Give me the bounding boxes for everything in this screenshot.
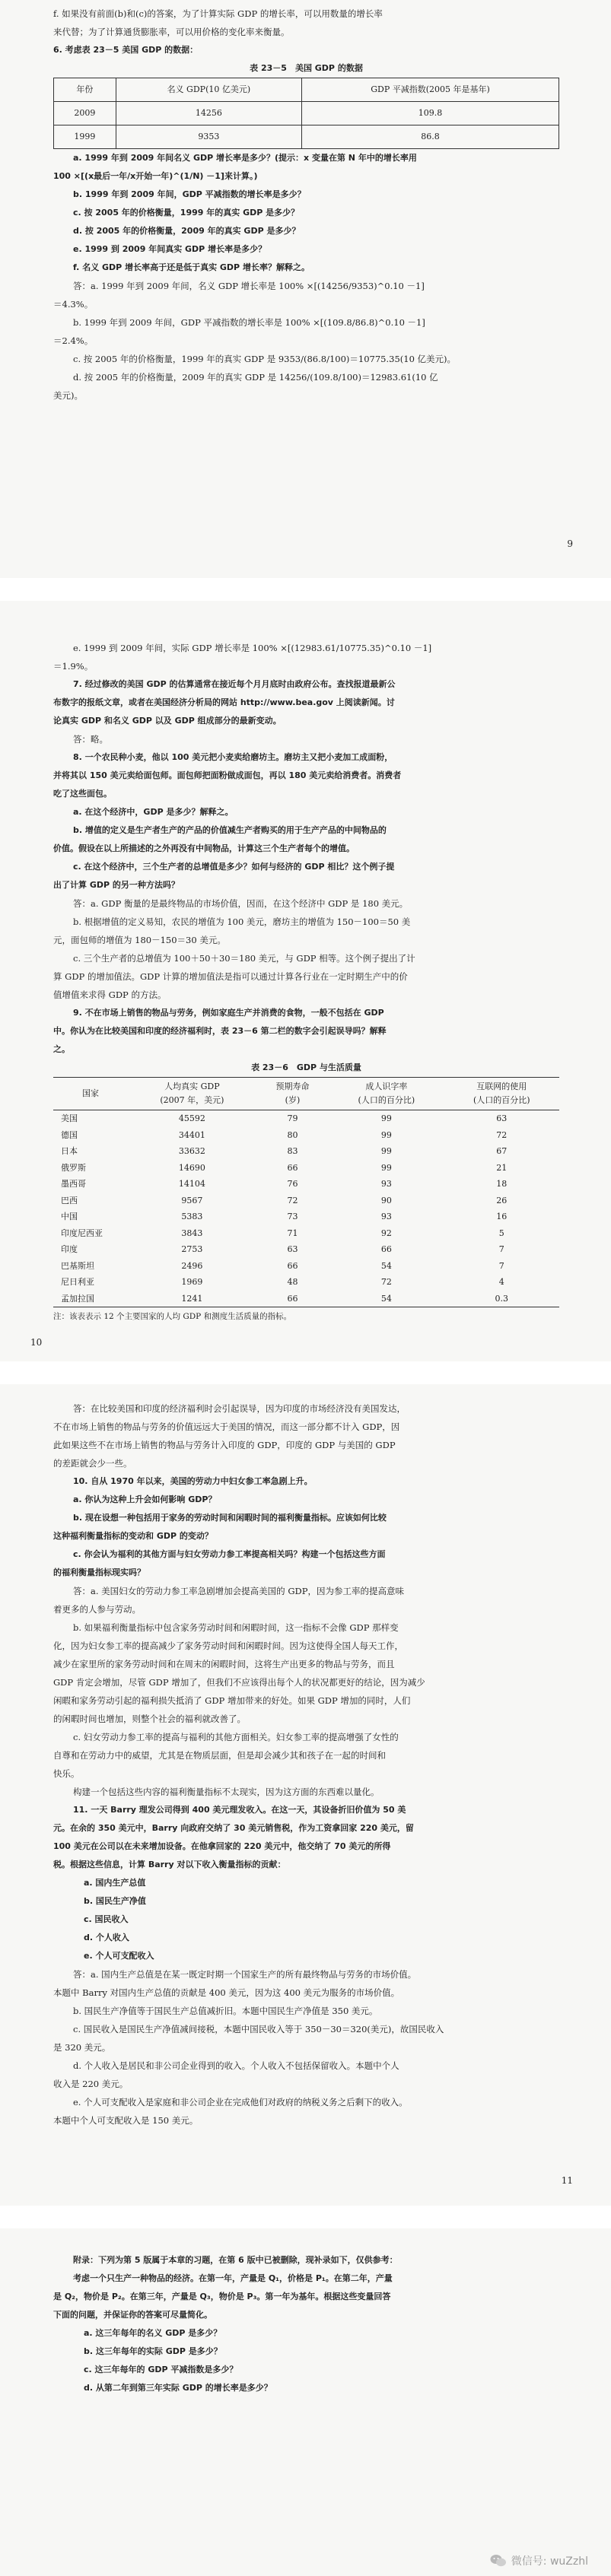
table-cell: 54 bbox=[380, 1260, 392, 1271]
table-cell: 26 bbox=[496, 1195, 508, 1205]
answer-line: 答：在比较美国和印度的经济福利时会引起误导，因为印度的市场经济没有美国发达， bbox=[73, 1403, 406, 1414]
table-cell: 72 bbox=[380, 1277, 392, 1287]
table-header-cell: GDP 平减指数(2005 年是基年) bbox=[302, 78, 559, 102]
question-9: 之。 bbox=[53, 1044, 70, 1054]
table-cell: 99 bbox=[380, 1162, 392, 1173]
table-cell: 99 bbox=[380, 1113, 392, 1123]
answer-line: 本题中 Barry 对国内生产总值的贡献是 400 美元，因为这 400 美元为服务的市场价值。 bbox=[53, 1987, 400, 1998]
question-6: 6. 考虑表 23－5 美国 GDP 的数据： bbox=[53, 45, 199, 55]
question-8-part: 价值。假设在以上所描述的之外再没有中间物品，计算这三个生产者每个的增值。 bbox=[53, 843, 355, 853]
table-header-cell: 年份 bbox=[54, 78, 116, 102]
answer-line: 着更多的人参与劳动。 bbox=[53, 1604, 141, 1615]
table-cell: 德国 bbox=[61, 1129, 78, 1140]
answer-line: 快乐。 bbox=[53, 1768, 80, 1779]
table-cell: 14256 bbox=[116, 102, 301, 125]
question-7: 布数字的报纸文章，或者在美国经济分析局的网站 http://www.bea.gov 上阅读新闻。讨 bbox=[53, 697, 395, 707]
page-3-content bbox=[53, 1399, 559, 2130]
table-cell: 66 bbox=[380, 1244, 392, 1254]
answer-line: 收入是 220 美元。 bbox=[53, 2079, 129, 2089]
table-cell: 72 bbox=[496, 1129, 508, 1140]
table-header-cell: 人均真实 GDP (2007 年，美元) bbox=[128, 1078, 256, 1110]
answer-line: 答：a. 1999 年到 2009 年间，名义 GDP 增长率是 100% ×[(14256/9353)^0.10 －1] bbox=[73, 281, 425, 291]
table-row bbox=[54, 102, 559, 125]
answer-line: b. 如果福利衡量指标中包含家务劳动时间和闲暇时间，这一指标不会像 GDP 那样变 bbox=[73, 1622, 399, 1633]
answer-line: 本题中个人可支配收入是 150 美元。 bbox=[53, 2115, 199, 2126]
appendix-line: 考虑一个只生产一种物品的经济。在第一年，产量是 Q₁，价格是 P₁。在第二年，产量 bbox=[73, 2273, 393, 2283]
question-6b: b. 1999 年到 2009 年间，GDP 平减指数的增长率是多少？ bbox=[73, 189, 306, 199]
answer-line: c. 国民收入是国民生产净值减间接税，本题中国民收入等于 350－30＝320(美元)，故国民收入 bbox=[73, 2024, 444, 2034]
answer-line: d. 个人收入是居民和非公司企业得到的收入。个人收入不包括保留收入。本题中个人 bbox=[73, 2060, 399, 2071]
table-cell: 俄罗斯 bbox=[61, 1162, 86, 1173]
table-cell: 66 bbox=[287, 1162, 298, 1173]
question-11-part: b. 国民生产净值 bbox=[84, 1896, 146, 1906]
question-11-part: e. 个人可支配收入 bbox=[84, 1951, 154, 1961]
intro-line: 来代替；为了计算通货膨胀率，可以用价格的变化率来衡量。 bbox=[53, 27, 290, 37]
answer-line: 自尊和在劳动力中的威望，尤其是在物质层面，但是却会减少其和孩子在一起的时间和 bbox=[53, 1750, 386, 1761]
page-4-content bbox=[53, 2251, 559, 2397]
table-cell: 2009 bbox=[54, 102, 116, 125]
page-3 bbox=[0, 1384, 611, 2206]
question-10: 的福利衡量指标现实吗？ bbox=[53, 1568, 145, 1577]
table-cell: 76 bbox=[287, 1179, 298, 1189]
answer-line: 答：a. 美国妇女的劳动力参工率急剧增加会提高美国的 GDP，因为参工率的提高意味 bbox=[73, 1586, 404, 1596]
table-cell: 93 bbox=[380, 1212, 392, 1221]
table-cell: 中国 bbox=[61, 1212, 78, 1221]
table-cell: 72 bbox=[287, 1195, 298, 1205]
table-cell: 67 bbox=[496, 1146, 508, 1156]
intro-line: f. 如果没有前面(b)和(c)的答案，为了计算实际 GDP 的增长率，可以用数量的增长率 bbox=[53, 8, 383, 19]
table-row bbox=[53, 1160, 559, 1177]
table-cell: 9567 bbox=[181, 1195, 203, 1205]
page-1 bbox=[0, 0, 611, 578]
answer-line: c. 妇女劳动力参工率的提高与福利的其他方面相关。妇女参工率的提高增强了女性的 bbox=[73, 1732, 399, 1742]
appendix-line: 附录：下列为第 5 版属于本章的习题，在第 6 版中已被删除，现补录如下，仅供参考： bbox=[73, 2255, 398, 2265]
table-cell: 73 bbox=[287, 1212, 298, 1221]
question-11-part: d. 个人收入 bbox=[84, 1933, 129, 1942]
question-10: 10. 自从 1970 年以来，美国的劳动力中妇女参工率急剧上升。 bbox=[73, 1476, 313, 1486]
question-6f: f. 名义 GDP 增长率高于还是低于真实 GDP 增长率？解释之。 bbox=[73, 262, 310, 272]
answer-line: 答：略。 bbox=[73, 734, 108, 745]
table-cell: 14104 bbox=[178, 1179, 205, 1189]
table-row bbox=[53, 1258, 559, 1275]
table-cell: 66 bbox=[287, 1293, 298, 1304]
table-23-5 bbox=[53, 78, 559, 149]
answer-line: 美元)。 bbox=[53, 390, 83, 401]
table-cell: 4 bbox=[498, 1277, 504, 1287]
answer-line: b. 根据增值的定义易知，农民的增值为 100 美元，磨坊主的增值为 150－100＝50 美 bbox=[73, 916, 411, 927]
answer-line: 的差距就会少一些。 bbox=[53, 1458, 132, 1469]
answer-line: ＝4.3%。 bbox=[53, 299, 94, 310]
question-11-part: a. 国内生产总值 bbox=[84, 1878, 146, 1888]
table-header-row bbox=[53, 1078, 559, 1110]
table-header-row bbox=[54, 78, 559, 102]
table-cell: 美国 bbox=[61, 1113, 78, 1123]
answer-line: ＝1.9%。 bbox=[53, 661, 94, 672]
table-cell: 7 bbox=[498, 1244, 504, 1254]
question-11: 税。根据这些信息，计算 Barry 对以下收入衡量指标的贡献： bbox=[53, 1860, 286, 1869]
question-8-part: a. 在这个经济中，GDP 是多少？解释之。 bbox=[73, 807, 234, 817]
table-cell: 33632 bbox=[178, 1146, 205, 1156]
answer-line: 值增值来求得 GDP 的方法。 bbox=[53, 989, 167, 1000]
page-4 bbox=[0, 2228, 611, 2576]
table-cell: 9353 bbox=[116, 125, 301, 149]
appendix-question: c. 这三年每年的 GDP 平减指数是多少？ bbox=[84, 2365, 238, 2374]
answer-line: 减少在家里所的家务劳动时间和在周末的闲暇时间，这将生产出更多的物品与劳务，而且 bbox=[53, 1659, 395, 1669]
table-header-cell: 互联网的使用 (人口的百分比) bbox=[444, 1078, 559, 1110]
table-cell: 18 bbox=[496, 1179, 508, 1189]
appendix-line: 下面的问题，并保证你的答案可尽量简化。 bbox=[53, 2310, 212, 2320]
answer-line: 的闲暇时间也增加，则整个社会的福利就改善了。 bbox=[53, 1714, 246, 1724]
question-7: 7. 经过修改的美国 GDP 的估算通常在接近每个月月底时由政府公布。查找报道最新公 bbox=[73, 679, 396, 689]
answer-line: 此如果这些不在市场上销售的物品与劳务计入印度的 GDP，印度的 GDP 与美国的 GDP bbox=[53, 1440, 396, 1450]
page-2 bbox=[0, 601, 611, 1361]
table-row bbox=[53, 1193, 559, 1209]
question-10: b. 现在设想一种包括用于家务的劳动时间和闲暇时间的福利衡量指标。应该如何比较 bbox=[73, 1513, 387, 1523]
table-cell: 54 bbox=[380, 1293, 392, 1304]
table-23-6-body bbox=[53, 1110, 559, 1307]
table-cell: 63 bbox=[496, 1113, 508, 1123]
table-cell: 孟加拉国 bbox=[61, 1293, 94, 1304]
table-row bbox=[53, 1225, 559, 1242]
question-6a-cont: 100 ×[(x最后一年/x开始一年)^(1/N) －1]来计算。) bbox=[53, 171, 258, 181]
answer-line: 算 GDP 的增加值法。GDP 计算的增加值法是指可以通过计算各行业在一定时期生产中的价 bbox=[53, 971, 408, 982]
answer-line: c. 按 2005 年的价格衡量，1999 年的真实 GDP 是 9353/(86.8/100)＝10775.35(10 亿美元)。 bbox=[73, 354, 457, 364]
table-cell: 34401 bbox=[178, 1129, 205, 1140]
table-cell: 86.8 bbox=[302, 125, 559, 149]
page-number: 9 bbox=[567, 538, 573, 549]
answer-line: 不在市场上销售的物品与劳务的价值远远大于美国的情况，而这一部分都不计入 GDP，因 bbox=[53, 1421, 400, 1432]
table-row bbox=[53, 1143, 559, 1160]
answer-line: 构建一个包括这些内容的福利衡量指标不太现实，因为这方面的东西难以量化。 bbox=[73, 1787, 380, 1797]
table-note: 注：该表表示 12 个主要国家的人均 GDP 和测度生活质量的指标。 bbox=[53, 1312, 292, 1321]
page-number: 10 bbox=[30, 1337, 43, 1348]
wechat-watermark bbox=[490, 2553, 588, 2568]
table-cell: 93 bbox=[380, 1179, 392, 1189]
table-cell: 48 bbox=[287, 1277, 298, 1287]
question-6a: a. 1999 年到 2009 年间名义 GDP 增长率是多少？(提示：x 变量在第 N 年中的增长率用 bbox=[73, 153, 417, 163]
table-23-5-caption: 表 23－5 美国 GDP 的数据 bbox=[250, 63, 363, 73]
page-number: 11 bbox=[561, 2175, 573, 2186]
table-cell: 3843 bbox=[181, 1228, 203, 1238]
table-cell: 80 bbox=[287, 1129, 298, 1140]
table-cell: 巴西 bbox=[61, 1195, 78, 1205]
page-2-content bbox=[53, 639, 559, 1326]
question-9: 9. 不在市场上销售的物品与劳务，例如家庭生产并消费的食物，一般不包括在 GDP bbox=[73, 1008, 384, 1018]
wechat-icon bbox=[490, 2554, 507, 2568]
table-header-cell: 名义 GDP(10 亿美元) bbox=[116, 78, 301, 102]
table-cell: 7 bbox=[498, 1260, 504, 1271]
table-row bbox=[53, 1291, 559, 1307]
table-cell: 109.8 bbox=[302, 102, 559, 125]
question-11-part: c. 国民收入 bbox=[84, 1914, 129, 1924]
question-10: a. 你认为这种上升会如何影响 GDP？ bbox=[73, 1494, 217, 1504]
question-8-part: b. 增值的定义是生产者生产的产品的价值减生产者购买的用于生产产品的中间物品的 bbox=[73, 825, 387, 835]
table-cell: 印度 bbox=[61, 1244, 78, 1254]
table-cell: 83 bbox=[287, 1146, 298, 1156]
table-cell: 21 bbox=[496, 1162, 508, 1173]
answer-line: d. 按 2005 年的价格衡量，2009 年的真实 GDP 是 14256/(109.8/100)＝12983.61(10 亿 bbox=[73, 372, 438, 383]
question-9: 中。你认为在比较美国和印度的经济福利时，表 23－6 第二栏的数字会引起误导吗？解释 bbox=[53, 1026, 387, 1036]
table-cell: 5383 bbox=[181, 1212, 203, 1221]
table-row bbox=[53, 1176, 559, 1193]
table-cell: 1241 bbox=[181, 1293, 203, 1304]
table-cell: 14690 bbox=[178, 1162, 205, 1173]
table-row bbox=[53, 1274, 559, 1291]
question-8-part: c. 在这个经济中，三个生产者的总增值是多少？如何与经济的 GDP 相比？这个例子提 bbox=[73, 862, 395, 872]
table-cell: 71 bbox=[287, 1228, 298, 1238]
table-cell: 45592 bbox=[178, 1113, 205, 1123]
table-header-cell: 成人识字率 (人口的百分比) bbox=[329, 1078, 444, 1110]
question-6c: c. 按 2005 年的价格衡量，1999 年的真实 GDP 是多少？ bbox=[73, 208, 300, 218]
appendix-line: 是 Q₂，物价是 P₂。在第三年，产量是 Q₃，物价是 P₃。第一年为基年。根据这些变量回答 bbox=[53, 2292, 391, 2301]
table-cell: 16 bbox=[496, 1212, 508, 1221]
table-cell: 印度尼西亚 bbox=[61, 1228, 103, 1238]
table-cell: 1999 bbox=[54, 125, 116, 149]
question-6e: e. 1999 到 2009 年间真实 GDP 增长率是多少？ bbox=[73, 244, 267, 254]
table-cell: 99 bbox=[380, 1146, 392, 1156]
table-cell: 1969 bbox=[181, 1277, 203, 1287]
appendix-question: a. 这三年每年的名义 GDP 是多少？ bbox=[84, 2328, 222, 2338]
question-8: 8. 一个农民种小麦，他以 100 美元把小麦卖给磨坊主。磨坊主又把小麦加工成面粉， bbox=[73, 752, 393, 762]
question-8-part: 出了计算 GDP 的另一种方法吗？ bbox=[53, 880, 180, 890]
table-row bbox=[54, 125, 559, 149]
answer-line: e. 1999 到 2009 年间，实际 GDP 增长率是 100% ×[(12983.61/10775.35)^0.10 －1] bbox=[73, 643, 432, 653]
answer-line: 化，因为妇女参工率的提高减少了家务劳动时间和闲暇时间。因为这使得全国人每天工作， bbox=[53, 1641, 403, 1651]
table-row bbox=[53, 1241, 559, 1258]
page-1-content bbox=[53, 5, 559, 405]
table-cell: 尼日利亚 bbox=[61, 1277, 94, 1287]
appendix-question: d. 从第二年到第三年实际 GDP 的增长率是多少？ bbox=[84, 2383, 272, 2393]
question-11: 11. 一天 Barry 理发公司得到 400 美元理发收入。在这一天，其设备折旧价值为 50 美 bbox=[73, 1805, 406, 1815]
answer-line: 答：a. GDP 衡量的是最终物品的市场价值，因而，在这个经济中 GDP 是 180 美元。 bbox=[73, 898, 409, 909]
answer-line: 闲暇和家务劳动引起的福利损失抵消了 GDP 增加带来的好处。如果 GDP 增加的同时，人们 bbox=[53, 1695, 411, 1706]
table-23-6 bbox=[53, 1077, 559, 1307]
answer-line: b. 国民生产净值等于国民生产总值减折旧。本题中国民生产净值是 350 美元。 bbox=[73, 2006, 378, 2016]
table-cell: 墨西哥 bbox=[61, 1179, 86, 1189]
table-cell: 79 bbox=[287, 1113, 298, 1123]
table-23-6-caption: 表 23－6 GDP 与生活质量 bbox=[251, 1062, 361, 1072]
question-11: 元。在余的 350 美元中，Barry 向政府交纳了 30 美元销售税，作为工资拿回家 220 美元，留 bbox=[53, 1823, 414, 1833]
question-10: 这种福利衡量指标的变动和 GDP 的变动？ bbox=[53, 1531, 213, 1541]
answer-line: b. 1999 年到 2009 年间，GDP 平减指数的增长率是 100% ×[(109.8/86.8)^0.10 －1] bbox=[73, 317, 425, 328]
table-cell: 2753 bbox=[181, 1244, 203, 1254]
question-11: 100 美元在公司以在未来增加设备。在他拿回家的 220 美元中，他交纳了 70 美元的所得 bbox=[53, 1841, 391, 1851]
answer-line: 答：a. 国内生产总值是在某一既定时期一个国家生产的所有最终物品与劳务的市场价值。 bbox=[73, 1969, 417, 1980]
question-6d: d. 按 2005 年的价格衡量，2009 年的真实 GDP 是多少？ bbox=[73, 226, 301, 236]
answer-line: ＝2.4%。 bbox=[53, 335, 94, 346]
answer-line: 是 320 美元。 bbox=[53, 2042, 111, 2053]
table-cell: 巴基斯坦 bbox=[61, 1260, 94, 1271]
table-cell: 0.3 bbox=[495, 1293, 509, 1304]
table-cell: 2496 bbox=[181, 1260, 203, 1271]
answer-line: c. 三个生产者的总增值为 100＋50＋30＝180 美元，与 GDP 相等。这个例子提出了计 bbox=[73, 953, 415, 964]
question-8: 吃了这些面包。 bbox=[53, 789, 112, 799]
table-cell: 63 bbox=[287, 1244, 298, 1254]
question-10: c. 你会认为福利的其他方面与妇女劳动力参工率提高相关吗？构建一个包括这些方面 bbox=[73, 1549, 386, 1559]
answer-line: GDP 肯定会增加，尽管 GDP 增加了，但我们不应该得出每个人的状况都更好的结论，因为减少 bbox=[53, 1677, 425, 1688]
answer-line: e. 个人可支配收入是家庭和非公司企业在完成他们对政府的纳税义务之后剩下的收入。 bbox=[73, 2097, 408, 2107]
table-row bbox=[53, 1127, 559, 1144]
answer-line: 元，面包师的增值为 180－150＝30 美元。 bbox=[53, 935, 226, 945]
table-cell: 90 bbox=[380, 1195, 392, 1205]
table-cell: 66 bbox=[287, 1260, 298, 1271]
appendix-question: b. 这三年每年的实际 GDP 是多少？ bbox=[84, 2346, 222, 2356]
question-8: 并将其以 150 美元卖给面包师。面包师把面粉做成面包，再以 180 美元卖给消费者。消费者 bbox=[53, 770, 402, 780]
watermark-text: 微信号: wuZzhl bbox=[511, 2555, 588, 2568]
table-cell: 99 bbox=[380, 1129, 392, 1140]
table-cell: 92 bbox=[380, 1228, 392, 1238]
table-header-cell: 国家 bbox=[53, 1078, 128, 1110]
table-row bbox=[53, 1209, 559, 1225]
question-7: 论真实 GDP 和名义 GDP 以及 GDP 组成部分的最新变动。 bbox=[53, 716, 282, 726]
table-header-cell: 预期寿命 (岁) bbox=[256, 1078, 329, 1110]
table-cell: 日本 bbox=[61, 1146, 78, 1156]
table-cell: 5 bbox=[498, 1228, 504, 1238]
table-row bbox=[53, 1110, 559, 1127]
